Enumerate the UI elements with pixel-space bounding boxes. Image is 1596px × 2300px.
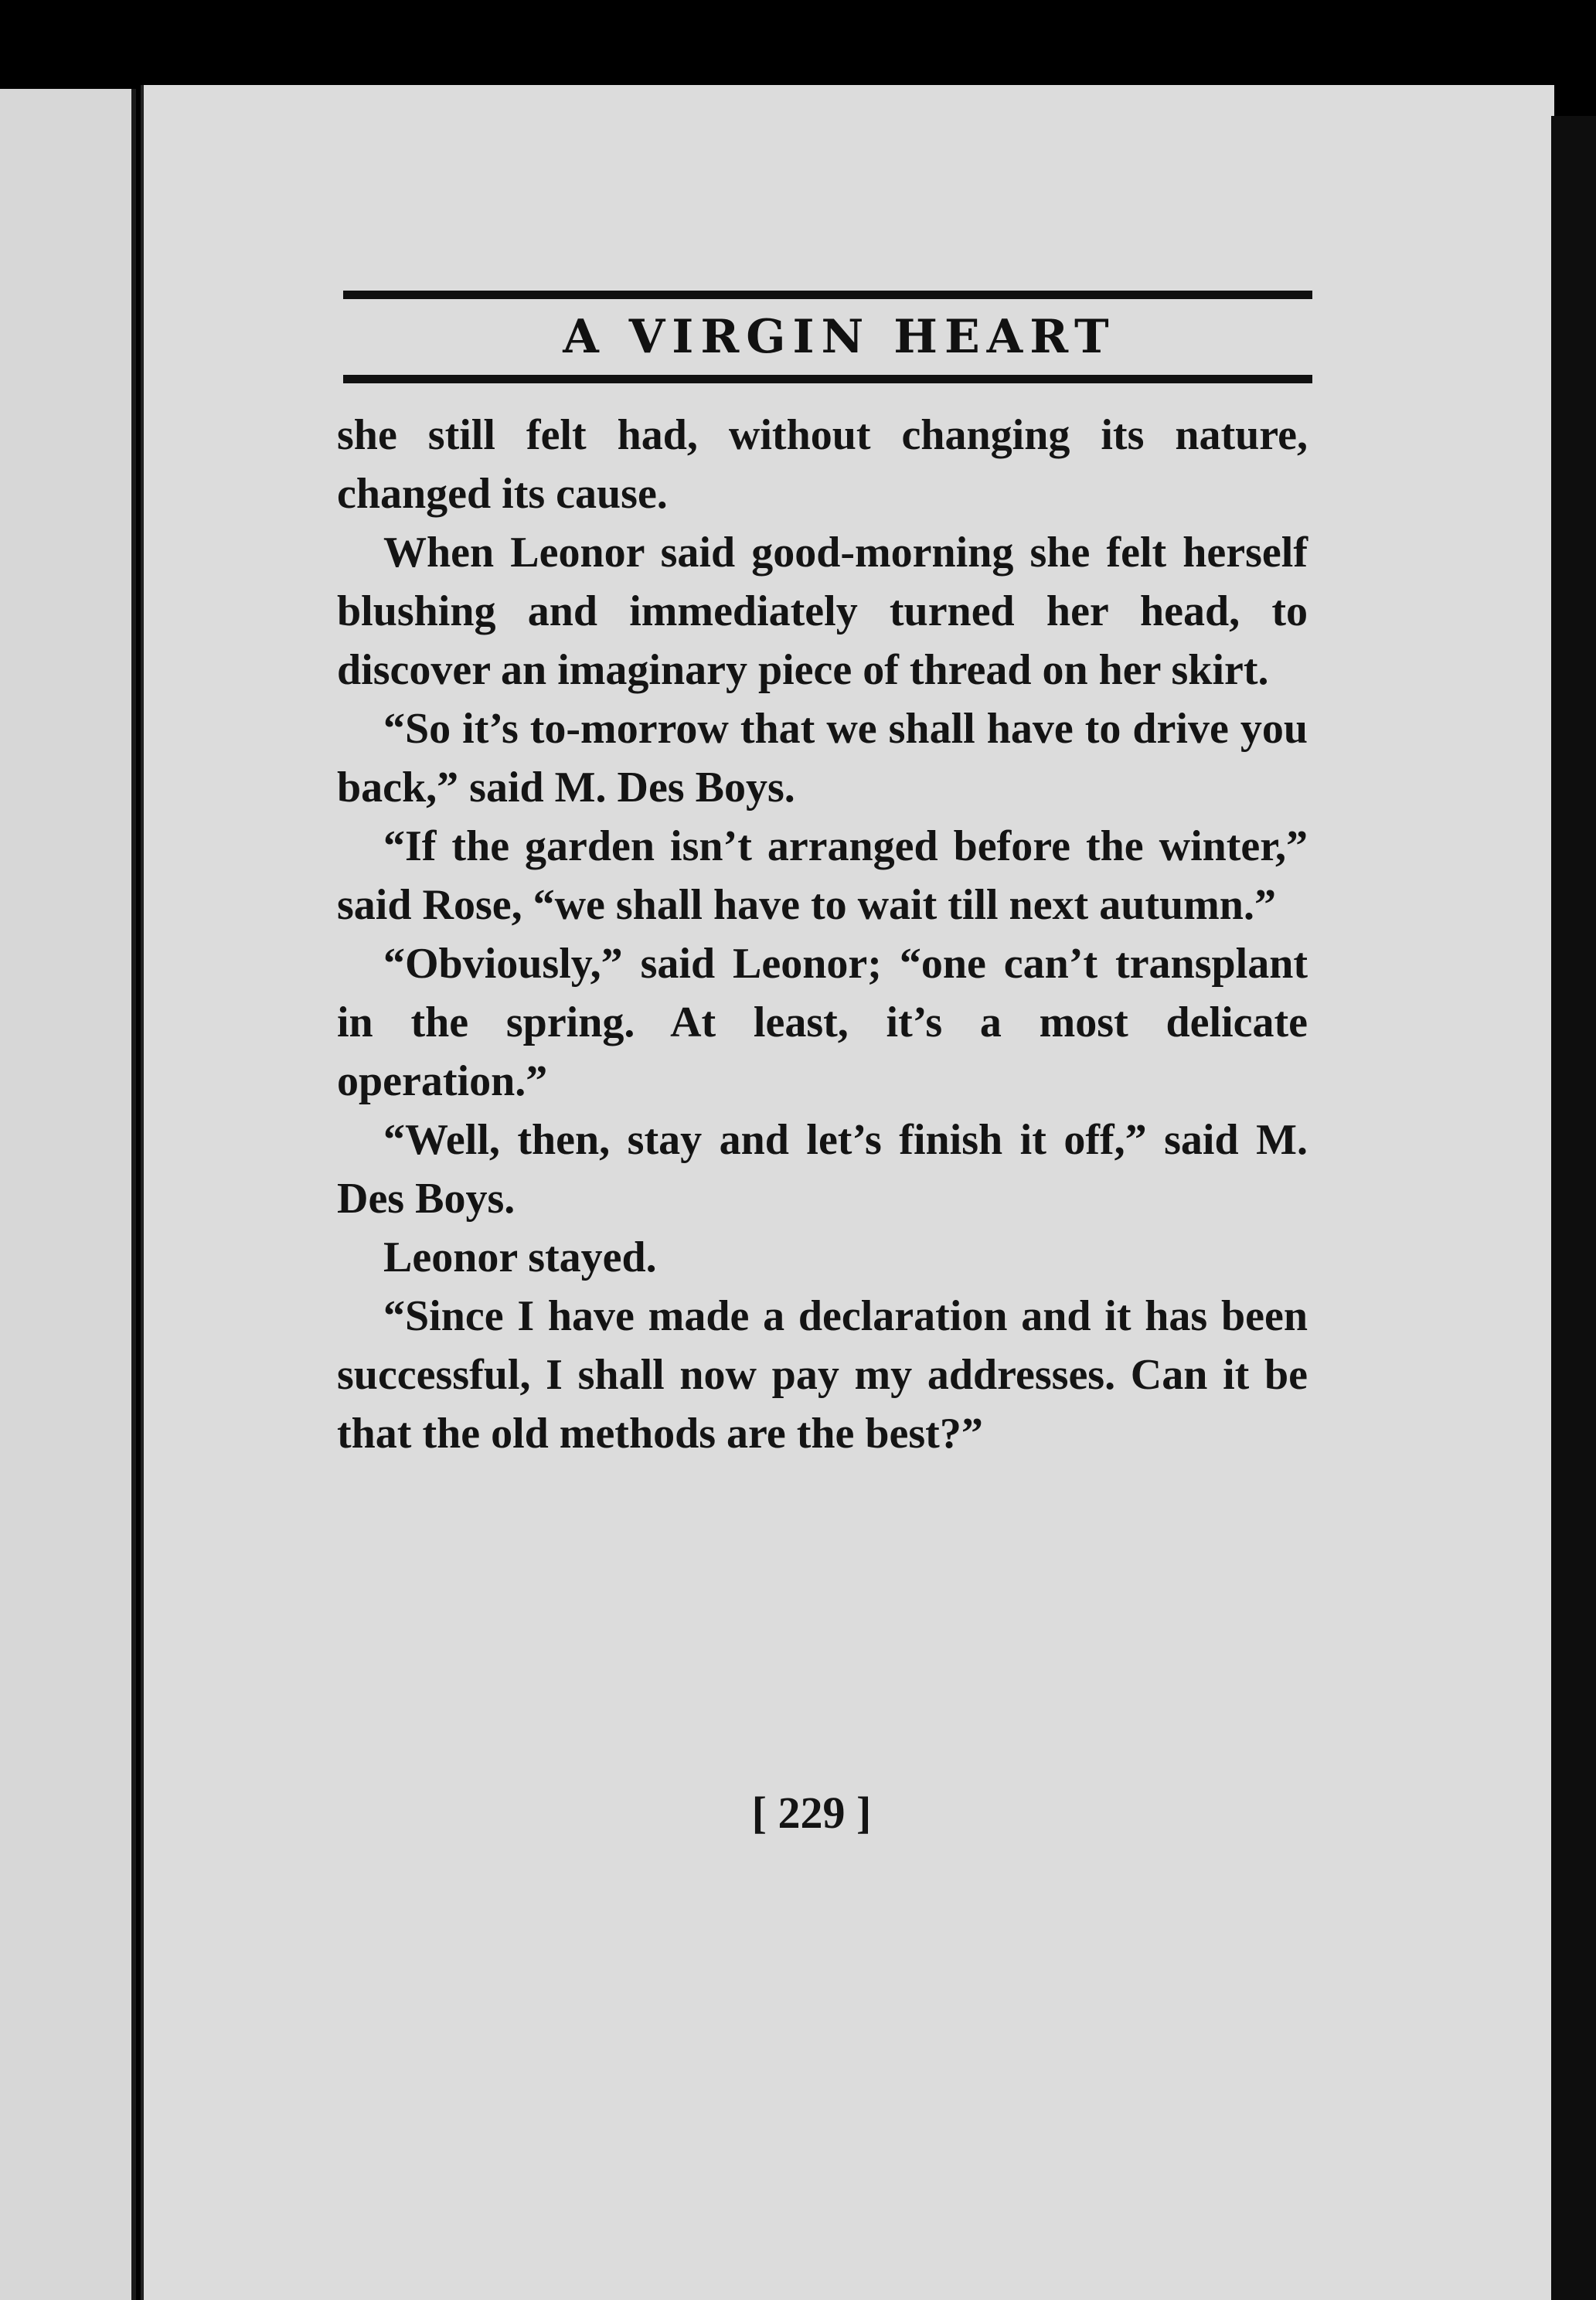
paragraph: “Since I have made a declaration and it has been successful, I shall now pay my addresses. Can it be that the old methods are the best?” (337, 1292, 1308, 1458)
header-rule-top (343, 291, 1312, 299)
running-title: A VIRGIN HEART (563, 310, 1116, 364)
paragraph: When Leonor said good-morning she felt herself blushing and immediately turned her head, to discover an imaginary piece of thread on her skirt. (337, 529, 1308, 694)
running-header (343, 291, 1312, 383)
paragraph: “Obviously,” said Leonor; “one can’t transplant in the spring. At least, it’s a most delicate operation.” (337, 940, 1308, 1105)
page-number: [ 229 ] (751, 1788, 872, 1838)
paragraph: Leonor stayed. (383, 1233, 657, 1281)
paragraph: “If the garden isn’t arranged before the winter,” said Rose, “we shall have to wait till next autumn.” (337, 822, 1308, 929)
paragraph: “So it’s to-morrow that we shall have to drive you back,” said M. Des Boys. (337, 705, 1308, 811)
left-facing-page (0, 89, 136, 2300)
paragraph: she still felt had, without changing its nature, changed its cause. (337, 411, 1308, 518)
body-text (337, 406, 1308, 1463)
header-rule-bottom (343, 375, 1312, 383)
page-edge-shadow (1551, 116, 1596, 2300)
paragraph: “Well, then, stay and let’s finish it off,” said M. Des Boys. (337, 1116, 1308, 1223)
